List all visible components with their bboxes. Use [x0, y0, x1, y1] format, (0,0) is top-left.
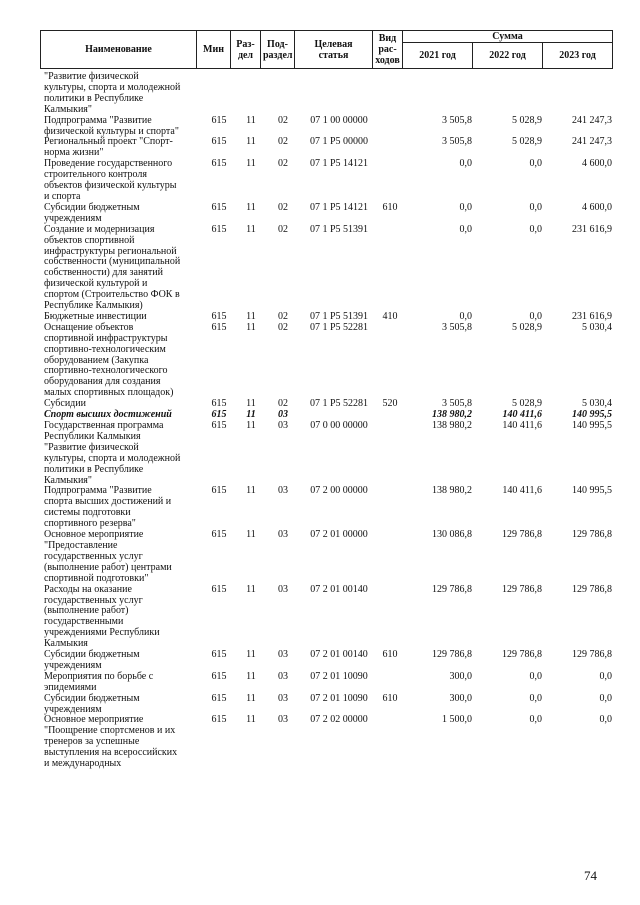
- table-row: [44, 72, 614, 116]
- row-name: Субсидии бюджетным учреждениям: [44, 201, 140, 224]
- row-min: 615: [211, 223, 227, 235]
- row-celevaya: 07 2 01 00000: [310, 529, 368, 541]
- row-min: 615: [211, 310, 227, 322]
- row-sum-2021: 130 086,8: [432, 529, 472, 541]
- table-row: [44, 694, 614, 716]
- row-name: Создание и модернизация объектов спортивной инфраструктуры региональной собственности (муниципальной собственности) для занятий физической культурой и спортом (Строительство ФОК в Республике Калмыкия): [44, 223, 181, 312]
- table-header: [40, 30, 613, 69]
- row-sum-2023: 129 786,8: [572, 529, 612, 541]
- row-sum-2023: 0,0: [599, 692, 612, 704]
- table-row: [44, 715, 614, 770]
- header-2021: 2021 год: [403, 43, 473, 69]
- row-sum-2022: 0,0: [529, 310, 542, 322]
- row-celevaya: 07 2 01 10090: [310, 670, 368, 682]
- table-row: [44, 486, 614, 530]
- row-name: Оснащение объектов спортивной инфраструктуры спортивно-технологическим оборудованием (Закупка спортивно-технологического оборудования для создания малых спортивных площадок): [44, 321, 174, 399]
- row-sum-2022: 140 411,6: [502, 409, 542, 421]
- row-min: 615: [211, 201, 227, 213]
- row-sum-2023: 241 247,3: [572, 114, 612, 126]
- table-row: [44, 650, 614, 672]
- row-sum-2022: 140 411,6: [502, 420, 542, 431]
- row-sum-2023: 241 247,3: [572, 136, 612, 148]
- row-min: 615: [211, 529, 227, 541]
- row-sum-2021: 3 505,8: [442, 398, 472, 410]
- row-sum-2021: 129 786,8: [432, 649, 472, 661]
- row-podrazdel: 03: [278, 583, 288, 595]
- row-razdel: 11: [246, 649, 256, 661]
- row-podrazdel: 02: [278, 398, 288, 410]
- row-sum-2022: 0,0: [529, 158, 542, 170]
- row-name: Проведение государственного строительного контроля объектов физической культуры и спорта: [44, 158, 177, 202]
- row-sum-2022: 5 028,9: [512, 114, 542, 126]
- row-name: Мероприятия по борьбе с эпидемиями: [44, 670, 154, 693]
- row-sum-2022: 5 028,9: [512, 398, 542, 410]
- row-celevaya: 07 1 00 00000: [310, 114, 368, 126]
- row-razdel: 11: [246, 201, 256, 213]
- row-min: 615: [211, 485, 227, 497]
- row-podrazdel: 02: [278, 321, 288, 333]
- page-number: 74: [584, 868, 597, 883]
- row-celevaya: 07 1 P5 14121: [309, 158, 369, 170]
- row-razdel: 11: [246, 310, 256, 322]
- row-celevaya: 07 2 01 00140: [310, 649, 368, 661]
- row-min: 615: [211, 670, 227, 682]
- row-min: 615: [211, 714, 227, 726]
- row-vid: 520: [382, 398, 398, 410]
- row-sum-2023: 5 030,4: [582, 398, 612, 410]
- row-vid: 610: [382, 649, 398, 661]
- row-sum-2022: 0,0: [529, 714, 542, 726]
- row-podrazdel: 03: [278, 670, 288, 682]
- table-row: [44, 585, 614, 650]
- row-podrazdel: 02: [278, 223, 288, 235]
- row-name: Подпрограмма "Развитие физической культуры и спорта": [44, 114, 179, 137]
- table-row: [44, 137, 614, 159]
- row-sum-2022: 5 028,9: [512, 321, 542, 333]
- header-celevaya: Целевая статья: [295, 31, 373, 69]
- row-min: 615: [211, 420, 227, 431]
- row-razdel: 11: [246, 223, 256, 235]
- row-celevaya: 07 2 01 00140: [310, 583, 368, 595]
- row-podrazdel: 02: [278, 158, 288, 170]
- row-razdel: 11: [246, 321, 256, 333]
- row-name: "Развитие физической культуры, спорта и молодежной политики в Республике Калмыкия": [44, 71, 181, 115]
- row-celevaya: 07 1 P5 52281: [309, 398, 369, 410]
- row-sum-2021: 0,0: [459, 310, 472, 322]
- header-2022: 2022 год: [473, 43, 543, 69]
- row-razdel: 11: [246, 420, 256, 431]
- table-row: [44, 159, 614, 203]
- row-razdel: 11: [246, 136, 256, 148]
- row-sum-2022: 0,0: [529, 223, 542, 235]
- row-name: Государственная программа Республики Калмыкия "Развитие физической культуры, спорта и молодежной политики в Республике Калмыкия": [44, 420, 181, 486]
- header-podrazdel: Под- раздел: [261, 31, 295, 69]
- row-celevaya: 07 1 P5 52281: [309, 321, 369, 333]
- row-sum-2021: 300,0: [449, 670, 472, 682]
- row-vid: 410: [382, 310, 398, 322]
- row-sum-2021: 3 505,8: [442, 321, 472, 333]
- row-name: Бюджетные инвестиции: [44, 310, 147, 322]
- row-podrazdel: 03: [278, 485, 288, 497]
- row-podrazdel: 03: [278, 409, 288, 421]
- row-podrazdel: 03: [278, 529, 288, 541]
- row-name: Основное мероприятие "Предоставление государственных услуг (выполнение работ) центрами спортивной подготовки": [44, 529, 172, 584]
- row-min: 615: [211, 398, 227, 410]
- row-razdel: 11: [246, 114, 256, 126]
- row-name: Субсидии бюджетным учреждениям: [44, 692, 140, 715]
- table-row: [44, 225, 614, 312]
- row-sum-2021: 3 505,8: [442, 136, 472, 148]
- row-celevaya: 07 0 00 00000: [310, 420, 368, 431]
- row-razdel: 11: [246, 692, 256, 704]
- row-podrazdel: 03: [278, 420, 288, 431]
- row-celevaya: 07 1 P5 51391: [309, 310, 369, 322]
- row-vid: 610: [382, 201, 398, 213]
- row-name: Расходы на оказание государственных услуг (выполнение работ) государственными учреждениями Республики Калмыкия: [44, 583, 160, 650]
- row-sum-2023: 140 995,5: [572, 409, 612, 421]
- table-row: [44, 672, 614, 694]
- row-sum-2023: 140 995,5: [572, 420, 612, 431]
- header-summa: Сумма: [403, 31, 613, 43]
- row-min: 615: [211, 158, 227, 170]
- table-row: [44, 323, 614, 399]
- row-sum-2021: 138 980,2: [432, 409, 472, 421]
- header-2023: 2023 год: [543, 43, 613, 69]
- row-sum-2021: 0,0: [459, 158, 472, 170]
- row-razdel: 11: [246, 670, 256, 682]
- row-celevaya: 07 1 P5 00000: [309, 136, 369, 148]
- row-sum-2022: 129 786,8: [502, 583, 542, 595]
- row-razdel: 11: [246, 714, 256, 726]
- row-podrazdel: 02: [278, 201, 288, 213]
- row-min: 615: [211, 321, 227, 333]
- row-podrazdel: 02: [278, 310, 288, 322]
- row-sum-2023: 231 616,9: [572, 223, 612, 235]
- header-vid: Вид рас- ходов: [373, 31, 403, 69]
- row-min: 615: [211, 692, 227, 704]
- row-podrazdel: 02: [278, 136, 288, 148]
- header-min: Мин: [197, 31, 231, 69]
- row-razdel: 11: [246, 398, 256, 410]
- table-body: [44, 72, 614, 770]
- table-row: [44, 530, 614, 585]
- row-sum-2022: 5 028,9: [512, 136, 542, 148]
- row-sum-2021: 129 786,8: [432, 583, 472, 595]
- row-sum-2021: 0,0: [459, 223, 472, 235]
- row-name: Основное мероприятие "Поощрение спортсменов и их тренеров за успешные выступления на всероссийских и международных: [44, 714, 178, 770]
- row-min: 615: [211, 409, 227, 421]
- row-sum-2022: 0,0: [529, 670, 542, 682]
- table-row: [44, 203, 614, 225]
- row-vid: 610: [382, 692, 398, 704]
- row-sum-2022: 0,0: [529, 201, 542, 213]
- row-name: Подпрограмма "Развитие спорта высших достижений и системы подготовки спортивного резерва": [44, 485, 172, 530]
- row-name: Региональный проект "Спорт- норма жизни": [44, 136, 173, 159]
- row-name: Спорт высших достижений: [44, 409, 172, 421]
- row-sum-2021: 300,0: [449, 692, 472, 704]
- row-razdel: 11: [246, 409, 256, 421]
- row-sum-2023: 5 030,4: [582, 321, 612, 333]
- row-sum-2022: 140 411,6: [502, 485, 542, 497]
- row-razdel: 11: [246, 529, 256, 541]
- row-celevaya: 07 2 01 10090: [310, 692, 368, 704]
- row-name: Субсидии: [44, 398, 86, 410]
- row-sum-2021: 3 505,8: [442, 114, 472, 126]
- row-sum-2023: 231 616,9: [572, 310, 612, 322]
- row-min: 615: [211, 114, 227, 126]
- row-celevaya: 07 2 00 00000: [310, 485, 368, 497]
- row-sum-2022: 0,0: [529, 692, 542, 704]
- table-row: [44, 421, 614, 486]
- header-name: Наименование: [41, 31, 197, 69]
- row-min: 615: [211, 136, 227, 148]
- row-podrazdel: 02: [278, 114, 288, 126]
- row-sum-2023: 0,0: [599, 714, 612, 726]
- row-sum-2021: 1 500,0: [442, 714, 472, 726]
- row-celevaya: 07 1 P5 14121: [309, 201, 369, 213]
- row-sum-2021: 138 980,2: [432, 485, 472, 497]
- row-podrazdel: 03: [278, 714, 288, 726]
- row-min: 615: [211, 649, 227, 661]
- row-name: Субсидии бюджетным учреждениям: [44, 649, 140, 671]
- row-sum-2022: 129 786,8: [502, 649, 542, 661]
- row-sum-2023: 4 600,0: [582, 201, 612, 213]
- row-celevaya: 07 1 P5 51391: [309, 223, 369, 235]
- row-min: 615: [211, 583, 227, 595]
- row-celevaya: 07 2 02 00000: [310, 714, 368, 726]
- row-sum-2022: 129 786,8: [502, 529, 542, 541]
- header-razdel: Раз- дел: [231, 31, 261, 69]
- row-razdel: 11: [246, 485, 256, 497]
- row-sum-2021: 0,0: [459, 201, 472, 213]
- table-row: [44, 116, 614, 138]
- row-sum-2023: 0,0: [599, 670, 612, 682]
- row-podrazdel: 03: [278, 692, 288, 704]
- row-sum-2023: 129 786,8: [572, 649, 612, 661]
- row-podrazdel: 03: [278, 649, 288, 661]
- row-sum-2023: 140 995,5: [572, 485, 612, 497]
- row-razdel: 11: [246, 158, 256, 170]
- row-sum-2021: 138 980,2: [432, 420, 472, 431]
- row-razdel: 11: [246, 583, 256, 595]
- row-sum-2023: 129 786,8: [572, 583, 612, 595]
- row-sum-2023: 4 600,0: [582, 158, 612, 170]
